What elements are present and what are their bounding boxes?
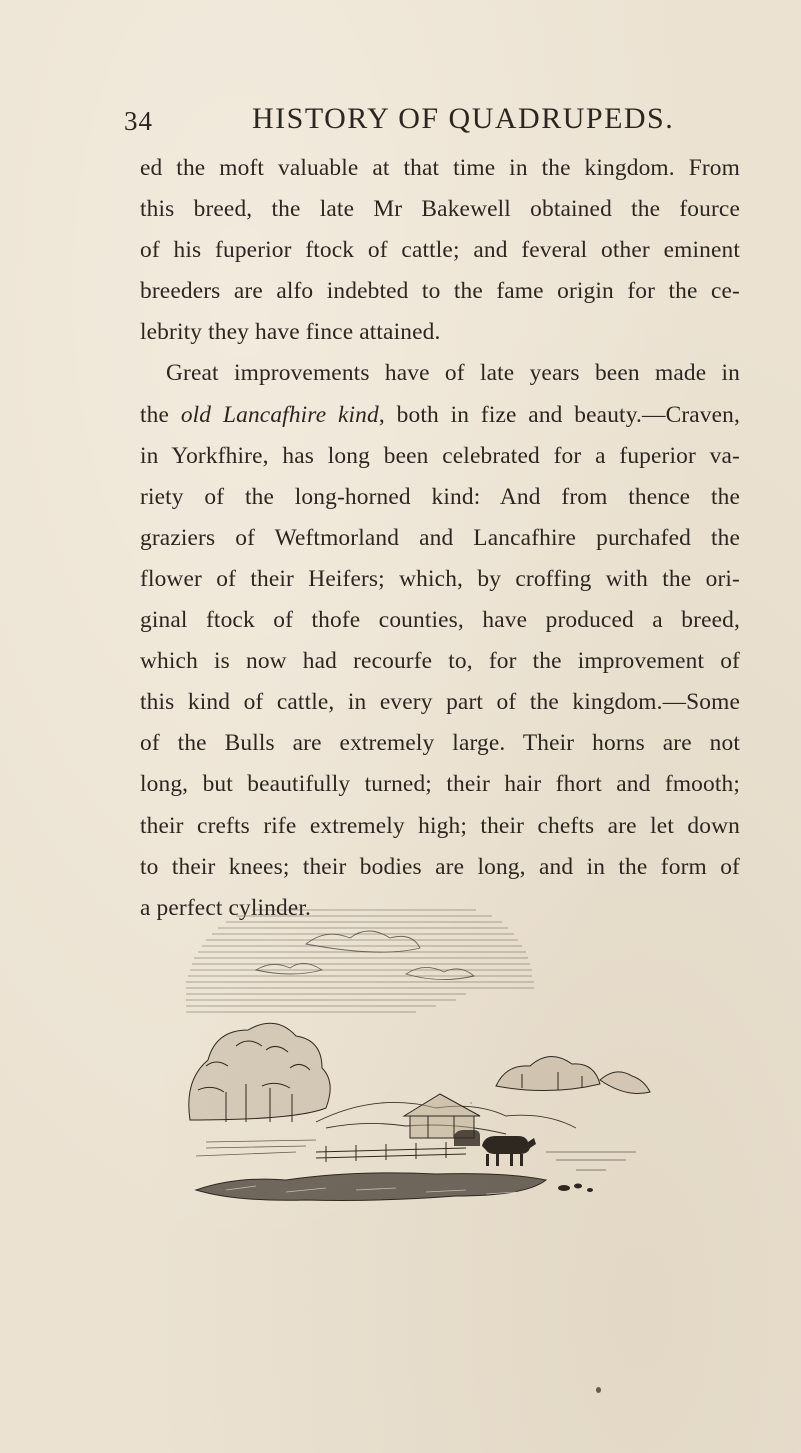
- cloud-outline: [256, 931, 474, 980]
- text-line: riety of the long-horned kind: And from thence the: [140, 483, 740, 510]
- text-line: their crefts rife extremely high; their chefts are let down: [140, 812, 740, 839]
- text-line: of his fuperior ftock of cattle; and feveral other eminent: [140, 237, 740, 264]
- text-line: ed the moft valuable at that time in the kingdom. From: [140, 155, 740, 181]
- text-line: ginal ftock of thofe counties, have produced a breed,: [140, 607, 740, 634]
- sky-hatching: [186, 910, 534, 1012]
- text-line: to their knees; their bodies are long, and in the form of: [140, 853, 740, 880]
- stones: [558, 1184, 593, 1193]
- fence: [316, 1142, 466, 1162]
- text-line: a perfect cylinder.: [140, 894, 312, 921]
- text-line: graziers of Weftmorland and Lancafhire purchafed the: [140, 524, 740, 551]
- running-header: [0, 102, 801, 142]
- text-line: long, but beautifully turned; their hair fhort and fmooth;: [140, 771, 740, 798]
- text-line: in Yorkfhire, has long been celebrated for a fuperior va-: [140, 442, 740, 469]
- engraved-landscape-vignette: [166, 890, 686, 1230]
- text-line: flower of their Heifers; which, by croffing with the ori-: [140, 565, 740, 592]
- running-title: HISTORY OF QUADRUPEDS.: [252, 102, 675, 135]
- text-line: of the Bulls are extremely large. Their horns are not: [140, 730, 740, 757]
- text-line: lebrity they have fince attained.: [140, 319, 441, 346]
- left-tree-cluster: [189, 1023, 330, 1122]
- text-line: Great improvements have of late years been made in: [166, 360, 740, 387]
- cattle-figures: [454, 1130, 536, 1166]
- ink-speck: [596, 1387, 601, 1393]
- text-line: this breed, the late Mr Bakewell obtained the fource: [140, 196, 740, 223]
- text-line-italic: the old Lancafhire kind, both in fize and beauty.—Craven,: [140, 401, 741, 428]
- text-line: which is now had recourfe to, for the improvement of: [140, 648, 740, 675]
- text-line: breeders are alfo indebted to the fame origin for the ce-: [140, 278, 740, 305]
- right-tree-cluster: [496, 1056, 650, 1093]
- paragraph-2: [140, 353, 740, 928]
- ink-speck: [470, 1102, 472, 1104]
- body-text: [140, 148, 740, 929]
- text-line: this kind of cattle, in every part of the kingdom.—Some: [140, 689, 740, 716]
- page-number: 34: [124, 106, 153, 136]
- paragraph-1: [140, 148, 740, 353]
